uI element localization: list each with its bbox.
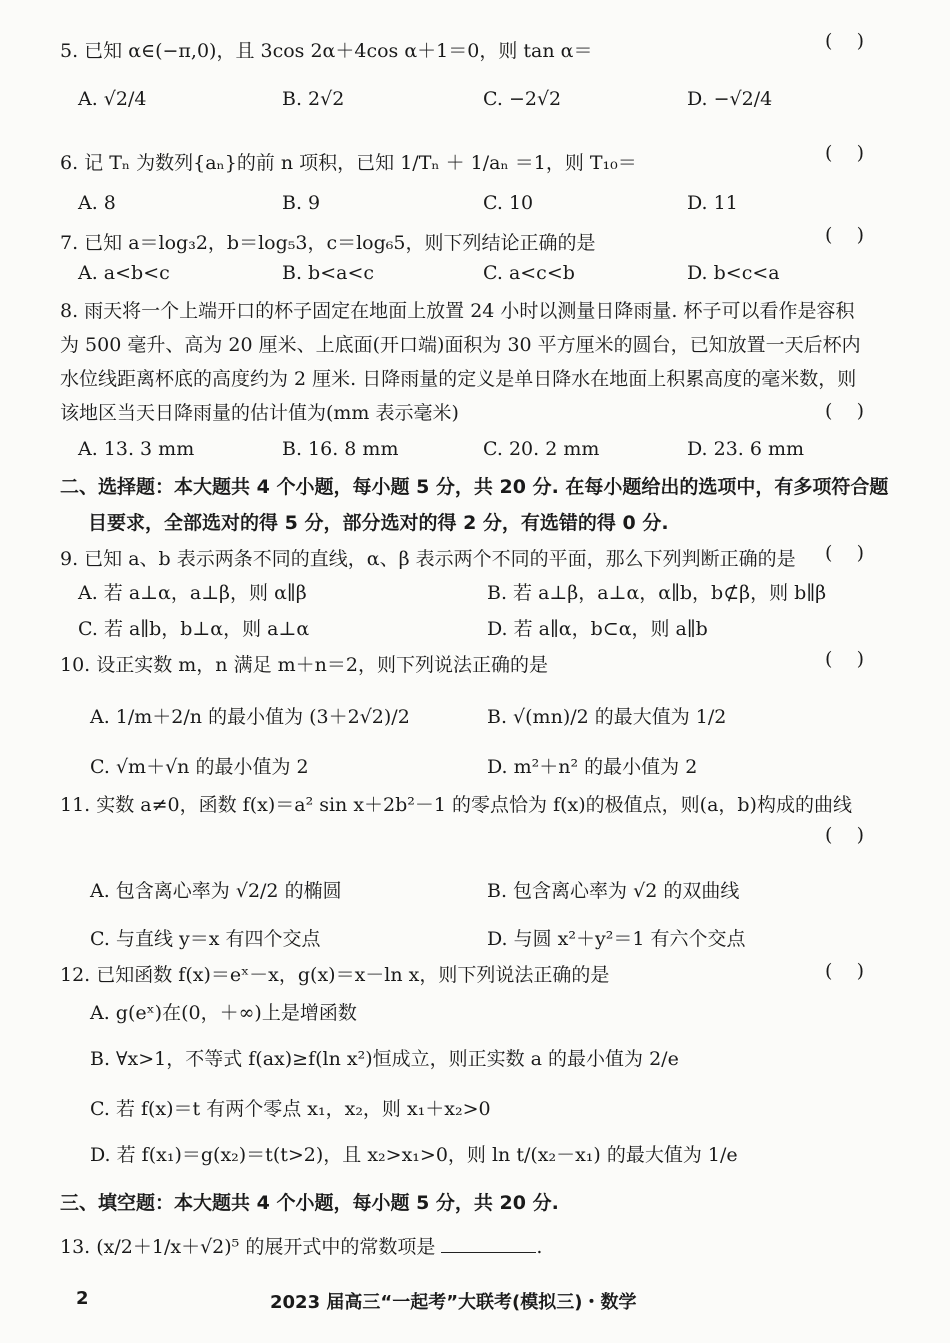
q11-option-c: C. 与直线 y＝x 有四个交点 bbox=[90, 928, 321, 950]
q11-option-d: D. 与圆 x²＋y²＝1 有六个交点 bbox=[487, 928, 746, 950]
q12-option-b: B. ∀x>1，不等式 f(ax)≥f(ln x²)恒成立，则正实数 a 的最小值为 2/e bbox=[90, 1048, 679, 1070]
q8-stem: 8. 雨天将一个上端开口的杯子固定在地面上放置 24 小时以测量日降雨量. 杯子可以看作是容积为 500 毫升、高为 20 厘米、上底面(开口端)面积为 30 平方厘米的圆台，已知放置一天后杯内水位线距离杯底的高度约为 2 厘米. 日降雨量的定义是单日降水在地面上积累高度的毫米数，则该地区当天日降雨量的估计值为(mm 表示毫米) bbox=[60, 300, 861, 424]
section-2-heading-cont: 目要求，全部选对的得 5 分，部分选对的得 2 分，有选错的得 0 分. bbox=[88, 512, 669, 534]
q5-option-d: D. −√2/4 bbox=[687, 88, 773, 110]
q8-answer-paren: ( ) bbox=[825, 400, 864, 422]
q10-option-d: D. m²＋n² 的最小值为 2 bbox=[487, 756, 698, 778]
q10-stem: 10. 设正实数 m，n 满足 m＋n＝2，则下列说法正确的是 bbox=[60, 654, 548, 676]
q10-answer-paren: ( ) bbox=[825, 648, 864, 670]
q9-option-c: C. 若 a∥b，b⊥α，则 a⊥α bbox=[78, 618, 310, 640]
section-2-heading: 二、选择题：本大题共 4 个小题，每小题 5 分，共 20 分. 在每小题给出的选项中，有多项符合题 bbox=[60, 476, 889, 498]
q13-stem: 13. (x/2＋1/x＋√2)⁵ 的展开式中的常数项是 bbox=[60, 1236, 436, 1258]
q7-option-b: B. b<a<c bbox=[282, 262, 375, 284]
section-3-heading: 三、填空题：本大题共 4 个小题，每小题 5 分，共 20 分. bbox=[60, 1192, 559, 1214]
page-number: 2 bbox=[76, 1288, 89, 1309]
q12-option-c: C. 若 f(x)＝t 有两个零点 x₁，x₂，则 x₁＋x₂>0 bbox=[90, 1098, 491, 1120]
q9-answer-paren: ( ) bbox=[825, 542, 864, 564]
q6-answer-paren: ( ) bbox=[825, 142, 864, 164]
q12-answer-paren: ( ) bbox=[825, 960, 864, 982]
q7-answer-paren: ( ) bbox=[825, 224, 864, 246]
q5-option-c: C. −2√2 bbox=[483, 88, 562, 110]
q6-option-d: D. 11 bbox=[687, 192, 738, 214]
q9-option-d: D. 若 a∥α，b⊂α，则 a∥b bbox=[487, 618, 708, 640]
q9-option-a: A. 若 a⊥α，a⊥β，则 α∥β bbox=[78, 582, 307, 604]
q8-option-a: A. 13. 3 mm bbox=[78, 438, 195, 460]
q12-option-a: A. g(eˣ)在(0，＋∞)上是增函数 bbox=[90, 1002, 357, 1024]
q5-option-a: A. √2/4 bbox=[78, 88, 147, 110]
q13-line bbox=[60, 1232, 542, 1259]
q7-stem: 7. 已知 a＝log₃2，b＝log₅3，c＝log₆5，则下列结论正确的是 bbox=[60, 232, 596, 254]
q8-option-c: C. 20. 2 mm bbox=[483, 438, 600, 460]
q11-stem: 11. 实数 a≠0，函数 f(x)＝a² sin x＋2b²－1 的零点恰为 f(x)的极值点，则(a，b)构成的曲线 bbox=[60, 794, 852, 816]
q8-option-d: D. 23. 6 mm bbox=[687, 438, 805, 460]
q6-option-b: B. 9 bbox=[282, 192, 321, 214]
q10-option-c: C. √m＋√n 的最小值为 2 bbox=[90, 756, 309, 778]
q13-answer-blank[interactable] bbox=[441, 1234, 536, 1253]
q11-option-b: B. 包含离心率为 √2 的双曲线 bbox=[487, 880, 740, 902]
q5-answer-paren: ( ) bbox=[825, 30, 864, 52]
q9-stem: 9. 已知 a、b 表示两条不同的直线，α、β 表示两个不同的平面，那么下列判断正确的是 bbox=[60, 548, 796, 570]
q7-option-a: A. a<b<c bbox=[78, 262, 170, 284]
q6-option-a: A. 8 bbox=[78, 192, 116, 214]
q12-stem: 12. 已知函数 f(x)＝eˣ－x，g(x)＝x－ln x，则下列说法正确的是 bbox=[60, 964, 610, 986]
q11-answer-paren: ( ) bbox=[825, 824, 864, 846]
exam-title-footer: 2023 届高三“一起考”大联考(模拟三)・数学 bbox=[270, 1292, 637, 1313]
q5-option-b: B. 2√2 bbox=[282, 88, 345, 110]
q7-option-c: C. a<c<b bbox=[483, 262, 575, 284]
q9-option-b: B. 若 a⊥β，a⊥α，α∥b，b⊄β，则 b∥β bbox=[487, 582, 827, 604]
q12-option-d: D. 若 f(x₁)＝g(x₂)＝t(t>2)，且 x₂>x₁>0，则 ln t/(x₂－x₁) 的最大值为 1/e bbox=[90, 1144, 738, 1166]
q13-tail: . bbox=[536, 1236, 543, 1258]
q11-option-a: A. 包含离心率为 √2/2 的椭圆 bbox=[90, 880, 342, 902]
q8-option-b: B. 16. 8 mm bbox=[282, 438, 399, 460]
q6-option-c: C. 10 bbox=[483, 192, 534, 214]
q6-stem: 6. 记 Tₙ 为数列{aₙ}的前 n 项积，已知 1/Tₙ ＋ 1/aₙ ＝1，则 T₁₀＝ bbox=[60, 152, 637, 174]
q7-option-d: D. b<c<a bbox=[687, 262, 780, 284]
q10-option-a: A. 1/m＋2/n 的最小值为 (3＋2√2)/2 bbox=[90, 706, 410, 728]
q10-option-b: B. √(mn)/2 的最大值为 1/2 bbox=[487, 706, 727, 728]
q5-stem: 5. 已知 α∈(−π,0)，且 3cos 2α＋4cos α＋1＝0，则 tan α＝ bbox=[60, 40, 593, 62]
